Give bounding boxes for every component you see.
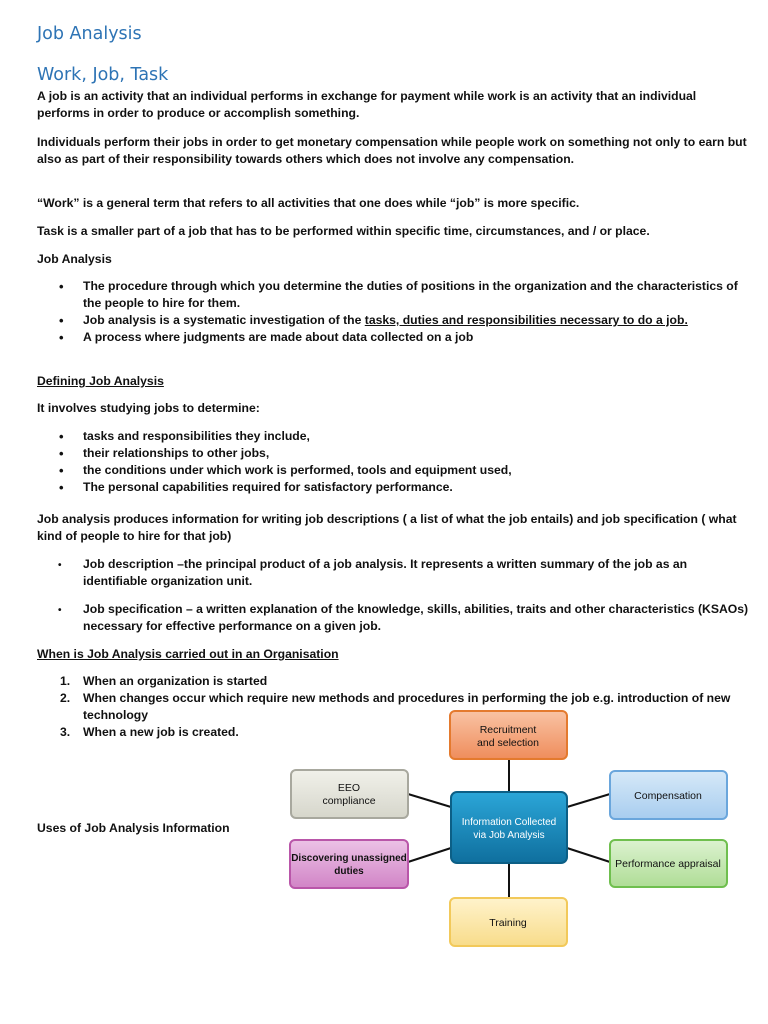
list-number: 1. (60, 674, 71, 688)
term-job-description: Job description (83, 557, 174, 571)
paragraph-work-general-term: “Work” is a general term that refers to all activities that one does while “job” is more specific. (37, 196, 580, 210)
connector-compensation (567, 794, 610, 807)
heading-when-carried-out: When is Job Analysis carried out in an Organisation (37, 647, 339, 661)
section-title-work-job-task: Work, Job, Task (37, 65, 169, 85)
box-discovering (290, 840, 408, 888)
text-run-emphasis: job specification (601, 512, 698, 526)
text-run-emphasis: job descriptions (305, 512, 400, 526)
bullet-text: ) necessary for effective performance on a given job. (83, 602, 749, 633)
bullet-text: Job analysis is a systematic investigation of the (83, 313, 365, 327)
uses-label: Uses of Job Analysis Information (37, 821, 230, 835)
label-eeo-line1: EEO (337, 782, 361, 794)
heading-job-analysis: Job Analysis (37, 252, 112, 266)
text-run: ( what kind of people to hire for that job) (37, 512, 737, 543)
text-run: Job analysis produces information for writing (37, 512, 306, 526)
bullet-text: –the principal product of a job analysis. It represents a written summary of the job as an identifiable organization unit. (83, 557, 688, 588)
label-center-line1: Information Collected (461, 817, 557, 828)
bullet-text: their relationships to other jobs, (83, 446, 270, 460)
label-recruitment-line2: and selection (477, 737, 539, 749)
label-training: Training (489, 917, 527, 929)
connector-eeo (408, 794, 451, 807)
list-number: 2. (60, 691, 71, 705)
paragraph-involves: It involves studying jobs to determine: (37, 401, 260, 415)
list-text: When an organization is started (83, 674, 268, 688)
bullet-text: tasks and responsibilities they include, (83, 429, 310, 443)
label-discovering-line1: Discovering unassigned (291, 853, 407, 864)
bullet-text: the conditions under which work is performed, tools and equipment used, (83, 463, 512, 477)
bullet-text-underlined: tasks, duties and responsibilities necessary to do a job. (364, 313, 688, 327)
list-text: When a new job is created. (83, 725, 239, 739)
bullet-text: The procedure through which you determine the duties of positions in the organization and the characteristics of the people to hire for them. (83, 279, 738, 310)
page-title: Job Analysis (37, 24, 142, 44)
paragraph-job-vs-work: A job is an activity that an individual performs in exchange for payment while work is an activity that an individual performs in order to produce or accomplish something. (37, 89, 697, 120)
label-center-line2: via Job Analysis (473, 830, 545, 841)
list-text: When changes occur which require new methods and procedures in performing the job e.g. introduction of new technology (83, 691, 731, 722)
heading-defining-job-analysis: Defining Job Analysis (37, 374, 164, 388)
bullet-text: The personal capabilities required for satisfactory performance. (83, 480, 453, 494)
text-run: ( a list of what the job entails) and (399, 512, 602, 526)
label-recruitment-line1: Recruitment (479, 724, 537, 736)
label-discovering-line2: duties (334, 866, 364, 877)
list-number: 3. (60, 725, 71, 739)
paragraph-task-definition: Task is a smaller part of a job that has to be performed within specific time, circumstances, and / or place. (37, 224, 650, 238)
box-eeo (291, 770, 408, 818)
connector-performance (567, 848, 610, 862)
connector-discovering (408, 848, 451, 862)
label-compensation: Compensation (634, 790, 702, 802)
bullet-text: A process where judgments are made about data collected on a job (83, 330, 474, 344)
term-ksaos: KSAOs (702, 602, 745, 616)
bullet-text: – a written explanation of the knowledge, skills, abilities, traits and other characteristics ( (182, 602, 703, 616)
paragraph-monetary-compensation: Individuals perform their jobs in order to get monetary compensation while people work on something not only to earn but also as part of their responsibility towards others which does not involve any compensation. (37, 135, 747, 166)
term-job-specification: Job specification (83, 602, 183, 616)
label-performance: Performance appraisal (615, 858, 721, 870)
label-eeo-line2: compliance (322, 795, 376, 807)
